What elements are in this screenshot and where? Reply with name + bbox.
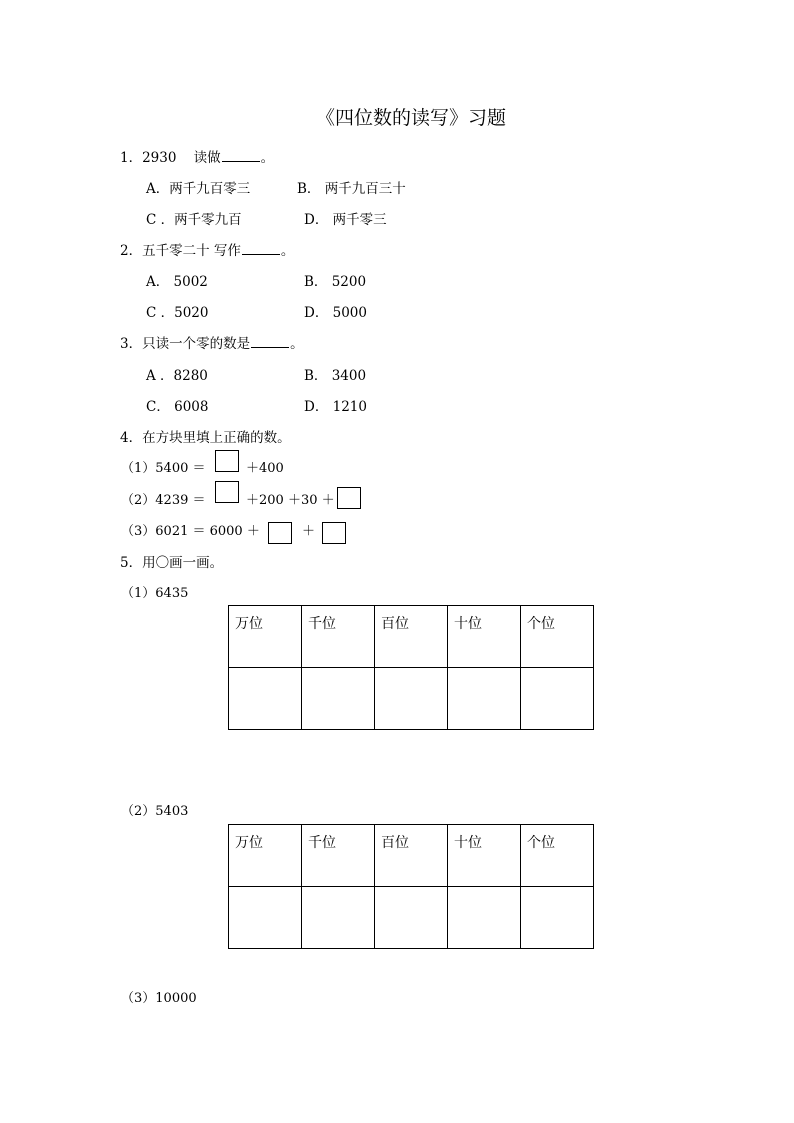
header-label: 万位 xyxy=(235,616,263,632)
question-4-item-2-prefix: （2）4239 ＝ xyxy=(121,493,206,508)
drawing-cell[interactable] xyxy=(521,668,594,730)
header-cell-bai xyxy=(375,825,448,887)
question-5-stem: 5．用〇画一画。 xyxy=(120,555,224,571)
header-cell-wan xyxy=(229,606,302,668)
place-value-table-1 xyxy=(228,605,594,730)
drawing-cell[interactable] xyxy=(302,668,375,730)
answer-box[interactable] xyxy=(215,450,239,472)
header-cell-ge xyxy=(521,825,594,887)
answer-blank[interactable] xyxy=(242,253,280,255)
question-5-item-2: （2）5403 xyxy=(121,804,189,819)
header-label: 个位 xyxy=(527,835,555,851)
drawing-cell[interactable] xyxy=(375,887,448,949)
question-3-option-d[interactable]: D． 1210 xyxy=(304,399,367,415)
drawing-cell[interactable] xyxy=(229,668,302,730)
question-4-item-3-middle: ＋ xyxy=(302,524,316,539)
header-label: 个位 xyxy=(527,616,555,632)
place-value-table-2 xyxy=(228,824,594,949)
header-cell-wan xyxy=(229,825,302,887)
question-5-item-1: （1）6435 xyxy=(121,586,189,601)
question-1-option-b[interactable]: B． 两千九百三十 xyxy=(297,181,406,197)
question-1-end: 。 xyxy=(260,150,275,166)
header-label: 十位 xyxy=(454,835,482,851)
question-3-text: 3．只读一个零的数是 xyxy=(120,336,251,352)
question-4-item-1-prefix: （1）5400 ＝ xyxy=(121,461,206,476)
header-label: 万位 xyxy=(235,835,263,851)
page-title: 《四位数的读写》习题 xyxy=(316,107,507,129)
header-cell-ge xyxy=(521,606,594,668)
question-4-stem: 4．在方块里填上正确的数。 xyxy=(120,430,291,446)
question-2-stem xyxy=(120,239,294,259)
drawing-cell[interactable] xyxy=(521,887,594,949)
header-label: 千位 xyxy=(308,616,336,632)
question-2-option-a[interactable]: A． 5002 xyxy=(146,274,208,290)
question-1-stem xyxy=(120,146,274,166)
header-label: 百位 xyxy=(381,835,409,851)
question-3-stem xyxy=(120,332,304,352)
question-2-option-d[interactable]: D． 5000 xyxy=(304,305,367,321)
question-4-item-3-prefix: （3）6021 ＝ 6000 ＋ xyxy=(121,524,260,539)
header-label: 十位 xyxy=(454,616,482,632)
question-3-end: 。 xyxy=(290,336,304,352)
question-3-option-a[interactable]: A ．8280 xyxy=(146,368,208,384)
question-2-option-c[interactable]: C ．5020 xyxy=(146,305,209,321)
question-1-text: 读做 xyxy=(193,150,221,166)
header-label: 千位 xyxy=(308,835,336,851)
answer-box[interactable] xyxy=(322,522,346,544)
question-4-item-1-tail: ＋400 xyxy=(246,461,284,476)
question-1-option-d[interactable]: D． 两千零三 xyxy=(304,212,387,228)
header-cell-bai xyxy=(375,606,448,668)
answer-blank[interactable] xyxy=(222,160,260,162)
answer-box[interactable] xyxy=(215,481,239,503)
header-cell-qian xyxy=(302,606,375,668)
drawing-cell[interactable] xyxy=(448,668,521,730)
header-cell-shi xyxy=(448,825,521,887)
question-4-item-2-middle: ＋200 ＋30 ＋ xyxy=(246,493,335,508)
answer-blank[interactable] xyxy=(251,346,289,348)
header-cell-qian xyxy=(302,825,375,887)
drawing-cell[interactable] xyxy=(375,668,448,730)
answer-box[interactable] xyxy=(337,487,361,509)
answer-box[interactable] xyxy=(268,522,292,544)
question-3-option-c[interactable]: C． 6008 xyxy=(146,399,209,415)
drawing-cell[interactable] xyxy=(229,887,302,949)
question-1-option-c[interactable]: C ．两千零九百 xyxy=(146,212,242,228)
question-3-option-b[interactable]: B． 3400 xyxy=(304,368,367,384)
question-2-text: 2．五千零二十 写作 xyxy=(120,243,241,259)
question-2-end: 。 xyxy=(280,243,295,259)
drawing-cell[interactable] xyxy=(448,887,521,949)
question-2-option-b[interactable]: B． 5200 xyxy=(304,274,367,290)
question-1-number: 1．2930 xyxy=(120,150,177,166)
question-5-item-3: （3）10000 xyxy=(121,991,197,1006)
header-label: 百位 xyxy=(381,616,409,632)
drawing-cell[interactable] xyxy=(302,887,375,949)
question-1-option-a[interactable]: A．两千九百零三 xyxy=(146,181,251,197)
header-cell-shi xyxy=(448,606,521,668)
